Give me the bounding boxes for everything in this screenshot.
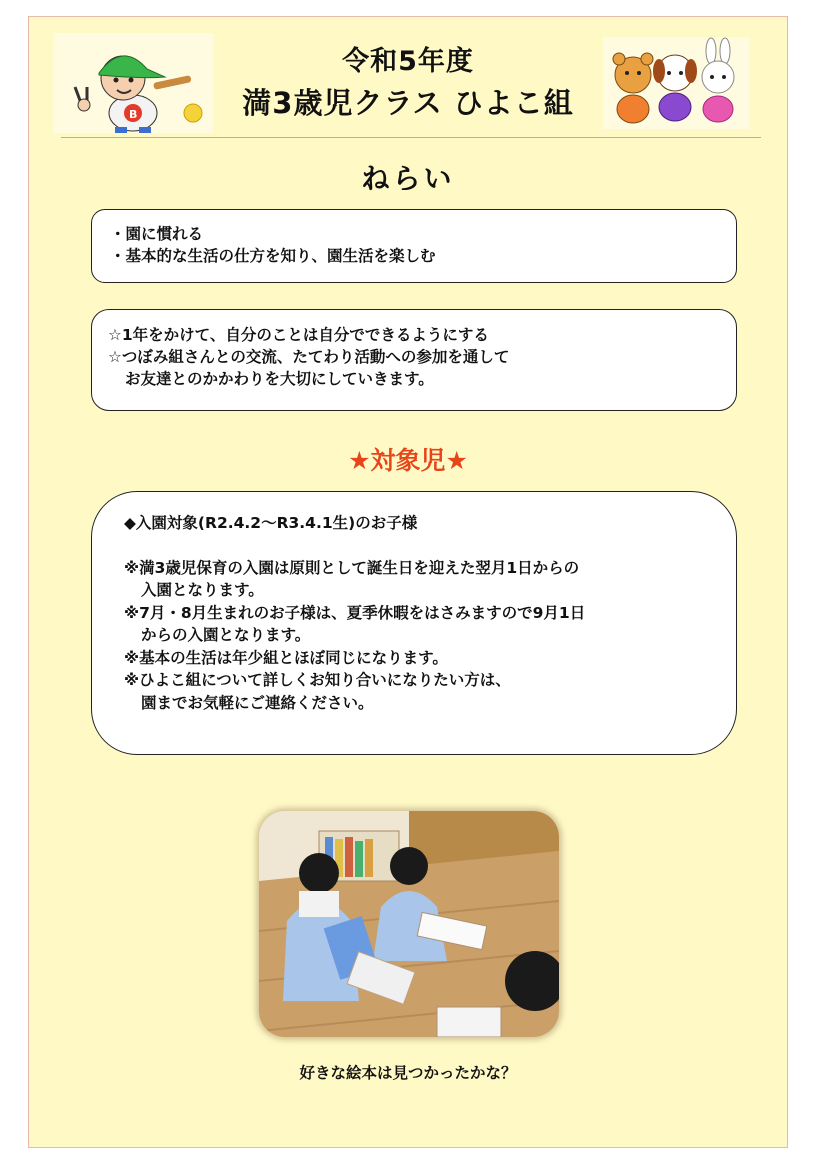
- aims-heading: ねらい: [361, 162, 455, 195]
- header: [29, 17, 787, 139]
- target-note: からの入園となります。: [141, 626, 311, 644]
- target-eligibility: ◆入園対象(R2.4.2～R3.4.1生)のお子様: [124, 514, 418, 532]
- goal-line: ☆1年をかけて、自分のことは自分でできるようにする: [108, 326, 489, 344]
- target-box: [91, 491, 737, 755]
- svg-text:B: B: [129, 108, 138, 121]
- goals-box: [91, 309, 737, 411]
- animal-friends-illustration: [603, 37, 749, 129]
- target-note: ※満3歳児保育の入園は原則として誕生日を迎えた翌月1日からの: [124, 558, 580, 577]
- target-note: ※7月・8月生まれのお子様は、夏季休暇をはさみますので9月1日: [124, 603, 586, 622]
- page-title-year: 令和5年度: [342, 46, 474, 77]
- flyer-page: [28, 16, 788, 1148]
- children-reading-photo: [259, 811, 559, 1037]
- photo-caption: 好きな絵本は見つかったかな？: [299, 1064, 517, 1082]
- target-note: 入園となります。: [141, 581, 264, 599]
- target-note: 園までお気軽にご連絡ください。: [141, 693, 374, 712]
- header-divider: [61, 137, 761, 138]
- target-heading: ★対象児★: [348, 446, 468, 475]
- goal-line: ☆つぼみ組さんとの交流、たてわり活動への参加を通して: [108, 348, 510, 366]
- goal-line: お友達とのかかわりを大切にしていきます。: [125, 370, 434, 388]
- page-title-class: 満3歳児クラス ひよこ組: [242, 86, 574, 120]
- target-note: ※基本の生活は年少組とほぼ同じになります。: [124, 648, 448, 667]
- target-note: ※ひよこ組について詳しくお知り合いになりたい方は、: [124, 671, 511, 689]
- aims-box: [91, 209, 737, 283]
- aim-item: ・園に慣れる: [110, 225, 204, 243]
- aim-item: ・基本的な生活の仕方を知り、園生活を楽しむ: [110, 247, 436, 265]
